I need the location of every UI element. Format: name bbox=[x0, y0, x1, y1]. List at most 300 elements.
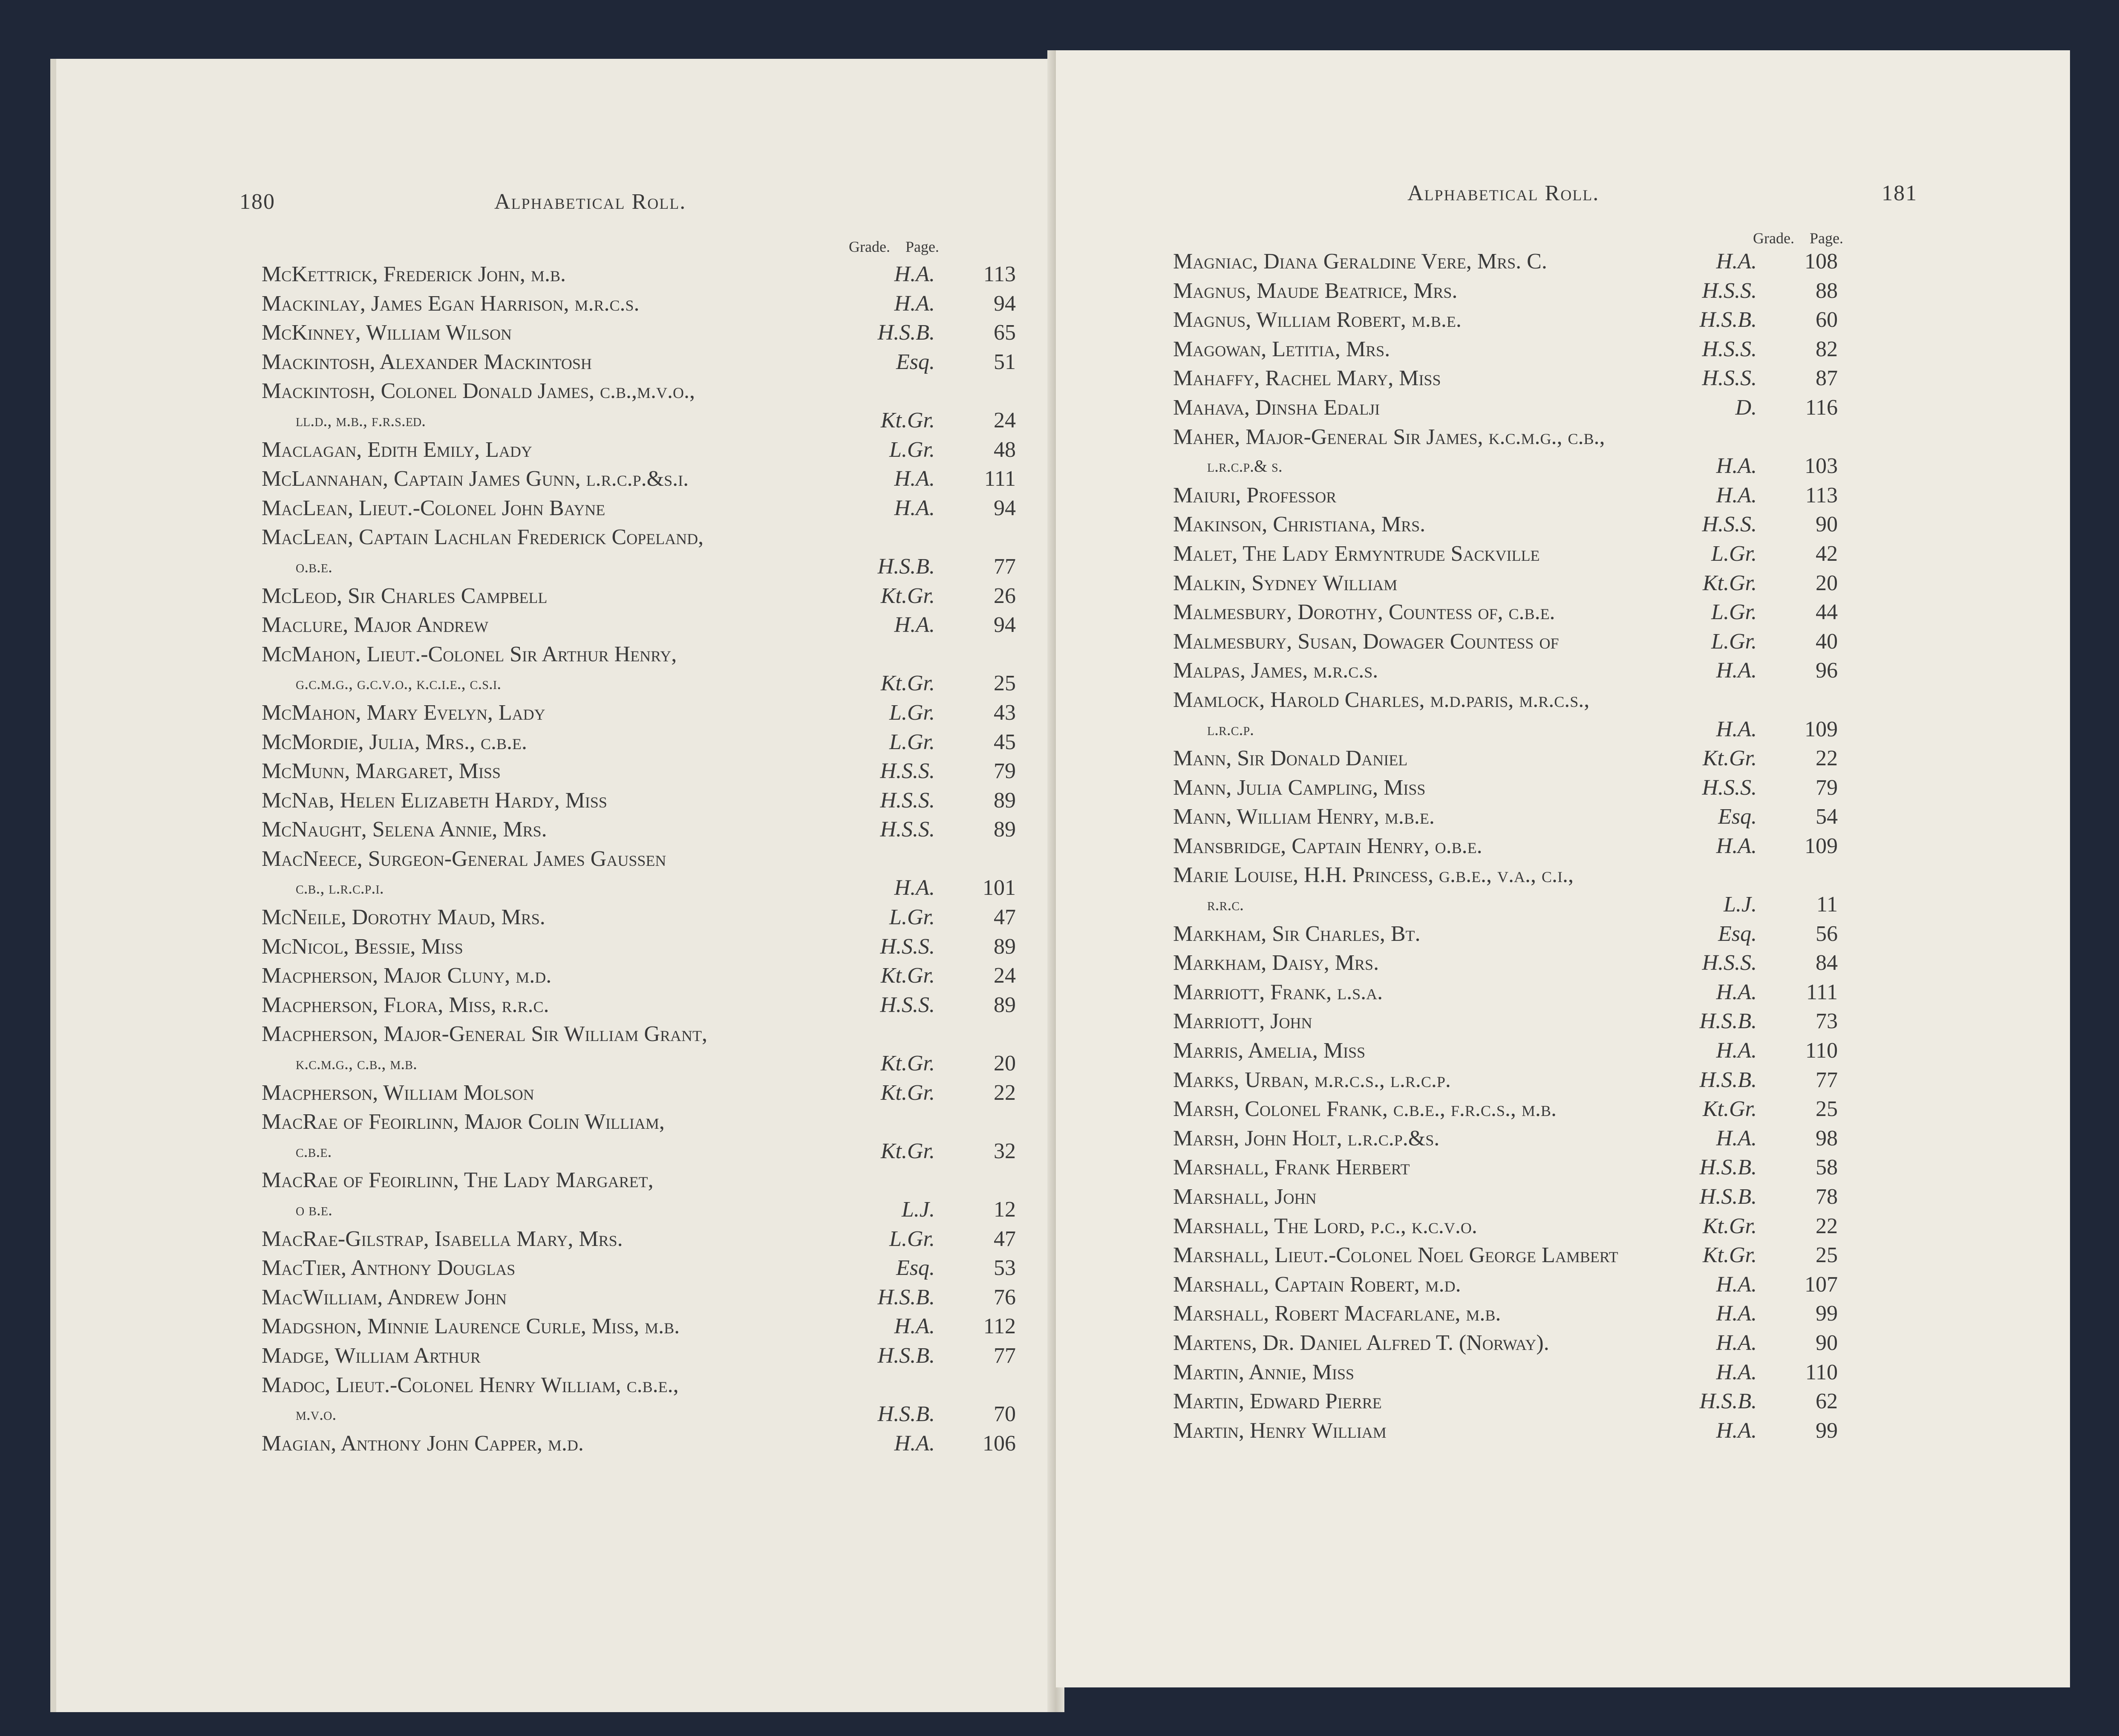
entry-grade: L.Gr. bbox=[889, 1226, 935, 1251]
entry-row bbox=[262, 1371, 1029, 1400]
entry-continuation-row bbox=[262, 1400, 1029, 1429]
entry-page: 87 bbox=[1816, 366, 1838, 391]
entry-page: 53 bbox=[994, 1256, 1016, 1280]
entry-name: Macpherson, William Molson bbox=[262, 1080, 534, 1105]
entry-row bbox=[1173, 598, 2051, 627]
entry-name: MacTier, Anthony Douglas bbox=[262, 1256, 516, 1280]
entry-page: 77 bbox=[994, 1343, 1016, 1368]
entry-name: McKettrick, Frederick John, m.b. bbox=[262, 262, 566, 286]
entry-grade: H.A. bbox=[1716, 833, 1757, 858]
entry-name: Macpherson, Major-General Sir William Grant, bbox=[262, 1022, 707, 1047]
entry-row bbox=[1173, 949, 2051, 978]
running-title: Alphabetical Roll. bbox=[494, 190, 686, 214]
entry-name: Mann, Sir Donald Daniel bbox=[1173, 746, 1408, 771]
entry-name: MacRae of Feoirlinn, The Lady Margaret, bbox=[262, 1168, 654, 1193]
entry-grade: Kt.Gr. bbox=[880, 583, 935, 608]
entry-continuation-row bbox=[262, 1137, 1029, 1166]
entry-row bbox=[1173, 802, 2051, 832]
page-number: 181 bbox=[1882, 181, 1917, 205]
entry-grade: H.A. bbox=[1716, 454, 1757, 479]
entry-row bbox=[1173, 393, 2051, 423]
entry-name: Magniac, Diana Geraldine Vere, Mrs. C. bbox=[1173, 249, 1547, 274]
entry-row bbox=[1173, 335, 2051, 364]
entry-page: 62 bbox=[1816, 1389, 1838, 1414]
entry-row bbox=[1173, 247, 2051, 277]
entry-page: 110 bbox=[1805, 1360, 1838, 1384]
entry-name: Macpherson, Major Cluny, m.d. bbox=[262, 963, 552, 988]
entry-name: Mahaffy, Rachel Mary, Miss bbox=[1173, 366, 1441, 391]
entry-page: 94 bbox=[994, 291, 1016, 316]
entry-grade: Kt.Gr. bbox=[1702, 571, 1757, 595]
entry-row bbox=[262, 348, 1029, 377]
entry-row bbox=[1173, 861, 2051, 890]
entry-row bbox=[1173, 539, 2051, 569]
entry-name: Magian, Anthony John Capper, m.d. bbox=[262, 1431, 584, 1456]
entry-row bbox=[262, 1429, 1029, 1459]
entry-name: McMahon, Mary Evelyn, Lady bbox=[262, 700, 545, 725]
entry-page: 47 bbox=[994, 1226, 1016, 1251]
page-column-header: Page. bbox=[1809, 230, 1843, 247]
entry-name: Markham, Daisy, Mrs. bbox=[1173, 951, 1379, 975]
entry-name: l.r.c.p.& s. bbox=[1207, 456, 1283, 476]
entry-name: Marie Louise, H.H. Princess, g.b.e., v.a., c.i., bbox=[1173, 863, 1574, 888]
entry-page: 89 bbox=[994, 788, 1016, 813]
entry-name: Mackintosh, Alexander Mackintosh bbox=[262, 349, 592, 374]
entry-row bbox=[262, 377, 1029, 406]
entry-continuation-row bbox=[1173, 890, 2051, 920]
entry-name: Malmesbury, Susan, Dowager Countess of bbox=[1173, 629, 1559, 654]
entry-row bbox=[1173, 656, 2051, 686]
entry-page: 109 bbox=[1805, 717, 1838, 741]
entry-page: 109 bbox=[1805, 833, 1838, 858]
entry-grade: H.A. bbox=[1716, 249, 1757, 274]
entry-row bbox=[262, 991, 1029, 1020]
entry-name: Marshall, John bbox=[1173, 1185, 1317, 1209]
entry-row bbox=[262, 464, 1029, 494]
entry-grade: H.S.S. bbox=[1702, 775, 1757, 800]
entry-name: MacLean, Lieut.-Colonel John Bayne bbox=[262, 496, 605, 520]
entry-grade: H.A. bbox=[894, 291, 935, 316]
entry-page: 56 bbox=[1816, 921, 1838, 946]
entry-page: 90 bbox=[1816, 1330, 1838, 1355]
entry-page: 108 bbox=[1805, 249, 1838, 274]
entry-name: Maher, Major-General Sir James, k.c.m.g., c.b., bbox=[1173, 424, 1605, 449]
entry-name: r.r.c. bbox=[1207, 895, 1244, 914]
entry-page: 43 bbox=[994, 700, 1016, 725]
entry-grade: H.S.B. bbox=[1699, 308, 1757, 332]
entry-page: 111 bbox=[984, 467, 1016, 491]
entry-page: 25 bbox=[994, 671, 1016, 696]
entry-page: 42 bbox=[1816, 541, 1838, 566]
entry-row bbox=[262, 903, 1029, 932]
entry-row bbox=[262, 318, 1029, 348]
entry-grade: H.S.S. bbox=[1702, 278, 1757, 303]
entry-grade: L.Gr. bbox=[1711, 600, 1757, 625]
entry-row bbox=[1173, 1212, 2051, 1241]
entry-grade: H.A. bbox=[894, 613, 935, 637]
entry-name: Maiuri, Professor bbox=[1173, 483, 1337, 508]
entry-name: Marks, Urban, m.r.c.s., l.r.c.p. bbox=[1173, 1067, 1451, 1092]
entry-grade: H.A. bbox=[894, 1314, 935, 1339]
entry-page: 25 bbox=[1816, 1097, 1838, 1122]
entry-name: McNaught, Selena Annie, Mrs. bbox=[262, 817, 547, 842]
entry-page: 113 bbox=[983, 262, 1016, 286]
entry-name: Marsh, Colonel Frank, c.b.e., f.r.c.s., m.b. bbox=[1173, 1097, 1557, 1122]
entry-page: 58 bbox=[1816, 1155, 1838, 1180]
entry-page: 77 bbox=[1816, 1067, 1838, 1092]
entry-grade: H.S.S. bbox=[1702, 512, 1757, 537]
entry-grade: Kt.Gr. bbox=[880, 1139, 935, 1163]
entry-name: Mansbridge, Captain Henry, o.b.e. bbox=[1173, 833, 1482, 858]
entry-grade: H.S.B. bbox=[877, 554, 935, 579]
entry-grade: H.S.B. bbox=[1699, 1389, 1757, 1414]
entry-page: 79 bbox=[994, 759, 1016, 784]
entry-row bbox=[262, 611, 1029, 640]
entry-grade: Kt.Gr. bbox=[880, 408, 935, 433]
entry-row bbox=[1173, 1241, 2051, 1270]
entry-grade: H.S.S. bbox=[1702, 951, 1757, 975]
entry-grade: Esq. bbox=[896, 349, 935, 374]
entry-row bbox=[1173, 1066, 2051, 1095]
entry-row bbox=[1173, 510, 2051, 539]
entry-grade: H.S.B. bbox=[877, 1285, 935, 1309]
entry-name: Martin, Annie, Miss bbox=[1173, 1360, 1354, 1384]
entry-row bbox=[262, 932, 1029, 962]
entry-page: 107 bbox=[1805, 1272, 1838, 1297]
entry-name: McLeod, Sir Charles Campbell bbox=[262, 583, 548, 608]
entry-name: Marsh, John Holt, l.r.c.p.&s. bbox=[1173, 1126, 1440, 1151]
entry-grade: L.Gr. bbox=[1711, 541, 1757, 566]
entry-name: Madgshon, Minnie Laurence Curle, Miss, m.b. bbox=[262, 1314, 680, 1339]
entry-row bbox=[1173, 481, 2051, 510]
entry-page: 51 bbox=[994, 349, 1016, 374]
entry-name: Martin, Henry William bbox=[1173, 1418, 1387, 1443]
entry-grade: L.Gr. bbox=[889, 905, 935, 930]
entry-page: 47 bbox=[994, 905, 1016, 930]
entry-name: k.c.m.g., c.b., m.b. bbox=[296, 1054, 417, 1073]
entry-grade: Kt.Gr. bbox=[1702, 746, 1757, 771]
entry-name: McNicol, Bessie, Miss bbox=[262, 934, 463, 959]
entry-row bbox=[1173, 1036, 2051, 1066]
entry-name: MacRae of Feoirlinn, Major Colin William, bbox=[262, 1110, 665, 1134]
entry-grade: H.A. bbox=[894, 876, 935, 900]
entry-grade: L.Gr. bbox=[1711, 629, 1757, 654]
entry-name: McNab, Helen Elizabeth Hardy, Miss bbox=[262, 788, 607, 813]
entry-row bbox=[262, 815, 1029, 845]
entry-page: 101 bbox=[983, 876, 1016, 900]
entry-page: 98 bbox=[1816, 1126, 1838, 1151]
entry-name: Martin, Edward Pierre bbox=[1173, 1389, 1382, 1414]
entry-page: 25 bbox=[1816, 1243, 1838, 1268]
entry-grade: H.A. bbox=[1716, 1126, 1757, 1151]
entry-name: Marshall, Lieut.-Colonel Noel George Lambert bbox=[1173, 1243, 1618, 1268]
entry-name: c.b., l.r.c.p.i. bbox=[296, 878, 384, 898]
grade-column-header: Grade. bbox=[849, 238, 890, 255]
entry-name: Makinson, Christiana, Mrs. bbox=[1173, 512, 1426, 537]
entry-grade: H.A. bbox=[894, 496, 935, 520]
entry-grade: H.A. bbox=[1716, 1330, 1757, 1355]
entry-row bbox=[1173, 832, 2051, 861]
entry-grade: L.Gr. bbox=[889, 437, 935, 462]
page-number: 180 bbox=[239, 190, 275, 214]
entry-page: 45 bbox=[994, 730, 1016, 754]
entry-name: Madge, William Arthur bbox=[262, 1343, 481, 1368]
entry-name: Marriott, John bbox=[1173, 1009, 1312, 1034]
entry-name: g.c.m.g., g.c.v.o., k.c.i.e., c.s.i. bbox=[296, 674, 502, 693]
entry-page: 94 bbox=[994, 613, 1016, 637]
entry-name: McMordie, Julia, Mrs., c.b.e. bbox=[262, 730, 527, 754]
entry-name: Magnus, William Robert, m.b.e. bbox=[1173, 308, 1462, 332]
entry-grade: H.S.B. bbox=[877, 1402, 935, 1427]
entry-name: ll.d., m.b., f.r.s.ed. bbox=[296, 410, 426, 430]
entry-page: 54 bbox=[1816, 805, 1838, 829]
entry-page: 22 bbox=[1816, 1214, 1838, 1238]
entry-name: Maclure, Major Andrew bbox=[262, 613, 489, 637]
entry-row bbox=[262, 1225, 1029, 1254]
entry-name: Martens, Dr. Daniel Alfred T. (Norway). bbox=[1173, 1330, 1549, 1355]
entry-name: Mahava, Dinsha Edalji bbox=[1173, 395, 1380, 420]
entry-name: Marshall, The Lord, p.c., k.c.v.o. bbox=[1173, 1214, 1477, 1238]
entry-grade: H.S.S. bbox=[880, 934, 935, 959]
entry-page: 65 bbox=[994, 320, 1016, 345]
entry-grade: H.A. bbox=[1716, 658, 1757, 683]
entry-row bbox=[262, 640, 1029, 669]
entry-name: Marriott, Frank, l.s.a. bbox=[1173, 980, 1383, 1004]
entry-name: Magnus, Maude Beatrice, Mrs. bbox=[1173, 278, 1458, 303]
entry-row bbox=[262, 1107, 1029, 1137]
entry-page: 88 bbox=[1816, 278, 1838, 303]
entry-page: 73 bbox=[1816, 1009, 1838, 1034]
entry-name: Malmesbury, Dorothy, Countess of, c.b.e. bbox=[1173, 600, 1555, 625]
entry-grade: H.S.B. bbox=[1699, 1009, 1757, 1034]
entry-name: MacWilliam, Andrew John bbox=[262, 1285, 507, 1309]
entry-grade: H.A. bbox=[894, 262, 935, 286]
entry-grade: Kt.Gr. bbox=[1702, 1243, 1757, 1268]
entry-row bbox=[262, 786, 1029, 816]
entry-row bbox=[262, 1312, 1029, 1341]
entry-grade: H.A. bbox=[1716, 1360, 1757, 1384]
entry-row bbox=[1173, 1387, 2051, 1416]
entry-name: o b.e. bbox=[296, 1200, 332, 1219]
entry-page: 44 bbox=[1816, 600, 1838, 625]
entry-grade: Kt.Gr. bbox=[1702, 1214, 1757, 1238]
entry-grade: Kt.Gr. bbox=[880, 963, 935, 988]
running-title: Alphabetical Roll. bbox=[1407, 181, 1600, 205]
entry-page: 48 bbox=[994, 437, 1016, 462]
entry-row bbox=[1173, 1329, 2051, 1358]
entry-row bbox=[262, 698, 1029, 728]
entry-row bbox=[1173, 306, 2051, 335]
entry-grade: H.A. bbox=[1716, 717, 1757, 741]
entry-row bbox=[262, 289, 1029, 319]
entry-grade: H.S.B. bbox=[1699, 1185, 1757, 1209]
entry-row bbox=[262, 757, 1029, 786]
entry-page: 90 bbox=[1816, 512, 1838, 537]
entry-grade: Esq. bbox=[1718, 921, 1757, 946]
entry-grade: H.S.B. bbox=[1699, 1155, 1757, 1180]
entry-page: 111 bbox=[1806, 980, 1838, 1004]
entry-page: 60 bbox=[1816, 308, 1838, 332]
entry-page: 78 bbox=[1816, 1185, 1838, 1209]
entry-grade: H.S.S. bbox=[1702, 337, 1757, 361]
entry-grade: H.S.S. bbox=[880, 759, 935, 784]
entry-page: 110 bbox=[1805, 1038, 1838, 1063]
entry-page: 22 bbox=[994, 1080, 1016, 1105]
page-column-header: Page. bbox=[905, 238, 939, 255]
entry-page: 96 bbox=[1816, 658, 1838, 683]
entry-name: Malpas, James, m.r.c.s. bbox=[1173, 658, 1378, 683]
entry-grade: H.A. bbox=[894, 1431, 935, 1456]
entry-row bbox=[1173, 744, 2051, 773]
entry-page: 113 bbox=[1805, 483, 1838, 508]
entry-page: 89 bbox=[994, 992, 1016, 1017]
left-page bbox=[50, 59, 1060, 1712]
entry-page: 26 bbox=[994, 583, 1016, 608]
entry-continuation-row bbox=[262, 1049, 1029, 1079]
entry-grade: Kt.Gr. bbox=[880, 671, 935, 696]
entry-grade: Kt.Gr. bbox=[880, 1080, 935, 1105]
entry-grade: H.A. bbox=[1716, 1272, 1757, 1297]
entry-name: Maclagan, Edith Emily, Lady bbox=[262, 437, 532, 462]
entry-row bbox=[1173, 1299, 2051, 1329]
entry-row bbox=[262, 523, 1029, 552]
entry-name: Mann, William Henry, m.b.e. bbox=[1173, 805, 1435, 829]
entry-name: McNeile, Dorothy Maud, Mrs. bbox=[262, 905, 545, 930]
column-headers bbox=[849, 238, 939, 256]
entry-row bbox=[1173, 686, 2051, 715]
entry-grade: Kt.Gr. bbox=[1702, 1097, 1757, 1122]
right-page bbox=[1056, 50, 2070, 1687]
entry-grade: H.S.B. bbox=[1699, 1067, 1757, 1092]
entry-row bbox=[262, 582, 1029, 611]
entry-continuation-row bbox=[1173, 452, 2051, 481]
roll-entries bbox=[262, 260, 1029, 1458]
entry-row bbox=[1173, 1416, 2051, 1446]
entry-name: Macpherson, Flora, Miss, r.r.c. bbox=[262, 992, 549, 1017]
entry-row bbox=[1173, 423, 2051, 452]
entry-page: 22 bbox=[1816, 746, 1838, 771]
entry-continuation-row bbox=[262, 874, 1029, 903]
entry-page: 20 bbox=[1816, 571, 1838, 595]
entry-grade: H.A. bbox=[1716, 1301, 1757, 1326]
entry-row bbox=[1173, 364, 2051, 393]
entry-name: McMunn, Margaret, Miss bbox=[262, 759, 501, 784]
entry-row bbox=[262, 1341, 1029, 1371]
entry-page: 79 bbox=[1816, 775, 1838, 800]
entry-name: Mackintosh, Colonel Donald James, c.b.,m.v.o., bbox=[262, 379, 695, 404]
entry-name: Mann, Julia Campling, Miss bbox=[1173, 775, 1426, 800]
entry-page: 40 bbox=[1816, 629, 1838, 654]
entry-name: Markham, Sir Charles, Bt. bbox=[1173, 921, 1421, 946]
entry-page: 89 bbox=[994, 817, 1016, 842]
entry-page: 70 bbox=[994, 1402, 1016, 1427]
entry-row bbox=[262, 728, 1029, 757]
entry-row bbox=[262, 494, 1029, 523]
entry-grade: H.A. bbox=[1716, 1418, 1757, 1443]
entry-row bbox=[262, 1254, 1029, 1283]
entry-row bbox=[262, 845, 1029, 874]
entry-grade: H.S.S. bbox=[880, 992, 935, 1017]
entry-name: Madoc, Lieut.-Colonel Henry William, c.b.e., bbox=[262, 1373, 679, 1397]
entry-page: 11 bbox=[1816, 892, 1838, 917]
entry-row bbox=[1173, 978, 2051, 1007]
entry-name: Marshall, Frank Herbert bbox=[1173, 1155, 1410, 1180]
entry-name: Malkin, Sydney William bbox=[1173, 571, 1398, 595]
entry-grade: H.A. bbox=[894, 467, 935, 491]
entry-page: 77 bbox=[994, 554, 1016, 579]
entry-grade: D. bbox=[1735, 395, 1757, 420]
entry-continuation-row bbox=[262, 669, 1029, 698]
entry-row bbox=[1173, 1007, 2051, 1036]
entry-page: 94 bbox=[994, 496, 1016, 520]
grade-column-header: Grade. bbox=[1753, 230, 1794, 247]
column-headers bbox=[1753, 229, 1843, 247]
entry-row bbox=[262, 1283, 1029, 1312]
entry-row bbox=[1173, 1095, 2051, 1124]
entry-name: Malet, The Lady Ermyntrude Sackville bbox=[1173, 541, 1540, 566]
entry-name: Marris, Amelia, Miss bbox=[1173, 1038, 1366, 1063]
entry-name: MacRae-Gilstrap, Isabella Mary, Mrs. bbox=[262, 1226, 623, 1251]
entry-grade: H.S.S. bbox=[880, 788, 935, 813]
entry-page: 116 bbox=[1805, 395, 1838, 420]
entry-name: McMahon, Lieut.-Colonel Sir Arthur Henry, bbox=[262, 642, 677, 666]
entry-grade: L.Gr. bbox=[889, 730, 935, 754]
entry-row bbox=[1173, 1358, 2051, 1387]
entry-row bbox=[1173, 1182, 2051, 1212]
entry-row bbox=[1173, 920, 2051, 949]
entry-grade: H.S.S. bbox=[880, 817, 935, 842]
entry-grade: H.S.B. bbox=[877, 1343, 935, 1368]
entry-row bbox=[1173, 627, 2051, 657]
entry-row bbox=[1173, 569, 2051, 598]
entry-grade: L.J. bbox=[902, 1197, 935, 1222]
entry-row bbox=[262, 1166, 1029, 1195]
entry-name: Mackinlay, James Egan Harrison, m.r.c.s. bbox=[262, 291, 640, 316]
entry-continuation-row bbox=[262, 552, 1029, 582]
entry-row bbox=[1173, 1270, 2051, 1300]
entry-page: 103 bbox=[1805, 454, 1838, 479]
entry-page: 112 bbox=[983, 1314, 1016, 1339]
entry-grade: H.S.B. bbox=[877, 320, 935, 345]
entry-name: Marshall, Robert Macfarlane, m.b. bbox=[1173, 1301, 1501, 1326]
entry-name: m.v.o. bbox=[296, 1404, 337, 1424]
entry-row bbox=[1173, 1153, 2051, 1182]
entry-row bbox=[1173, 277, 2051, 306]
entry-name: Marshall, Captain Robert, m.d. bbox=[1173, 1272, 1461, 1297]
entry-continuation-row bbox=[262, 1195, 1029, 1225]
entry-page: 24 bbox=[994, 963, 1016, 988]
entry-row bbox=[262, 1020, 1029, 1049]
entry-page: 76 bbox=[994, 1285, 1016, 1309]
entry-page: 24 bbox=[994, 408, 1016, 433]
entry-page: 12 bbox=[994, 1197, 1016, 1222]
entry-grade: Kt.Gr. bbox=[880, 1051, 935, 1076]
entry-grade: H.S.S. bbox=[1702, 366, 1757, 391]
entry-continuation-row bbox=[262, 406, 1029, 435]
entry-name: o.b.e. bbox=[296, 557, 332, 576]
entry-name: McKinney, William Wilson bbox=[262, 320, 512, 345]
entry-name: MacLean, Captain Lachlan Frederick Copeland, bbox=[262, 525, 704, 550]
entry-name: l.r.c.p. bbox=[1207, 719, 1254, 739]
entry-row bbox=[262, 435, 1029, 465]
entry-page: 82 bbox=[1816, 337, 1838, 361]
entry-continuation-row bbox=[1173, 715, 2051, 744]
entry-page: 20 bbox=[994, 1051, 1016, 1076]
entry-grade: Esq. bbox=[1718, 805, 1757, 829]
entry-grade: H.A. bbox=[1716, 483, 1757, 508]
entry-name: Magowan, Letitia, Mrs. bbox=[1173, 337, 1390, 361]
entry-page: 99 bbox=[1816, 1418, 1838, 1443]
